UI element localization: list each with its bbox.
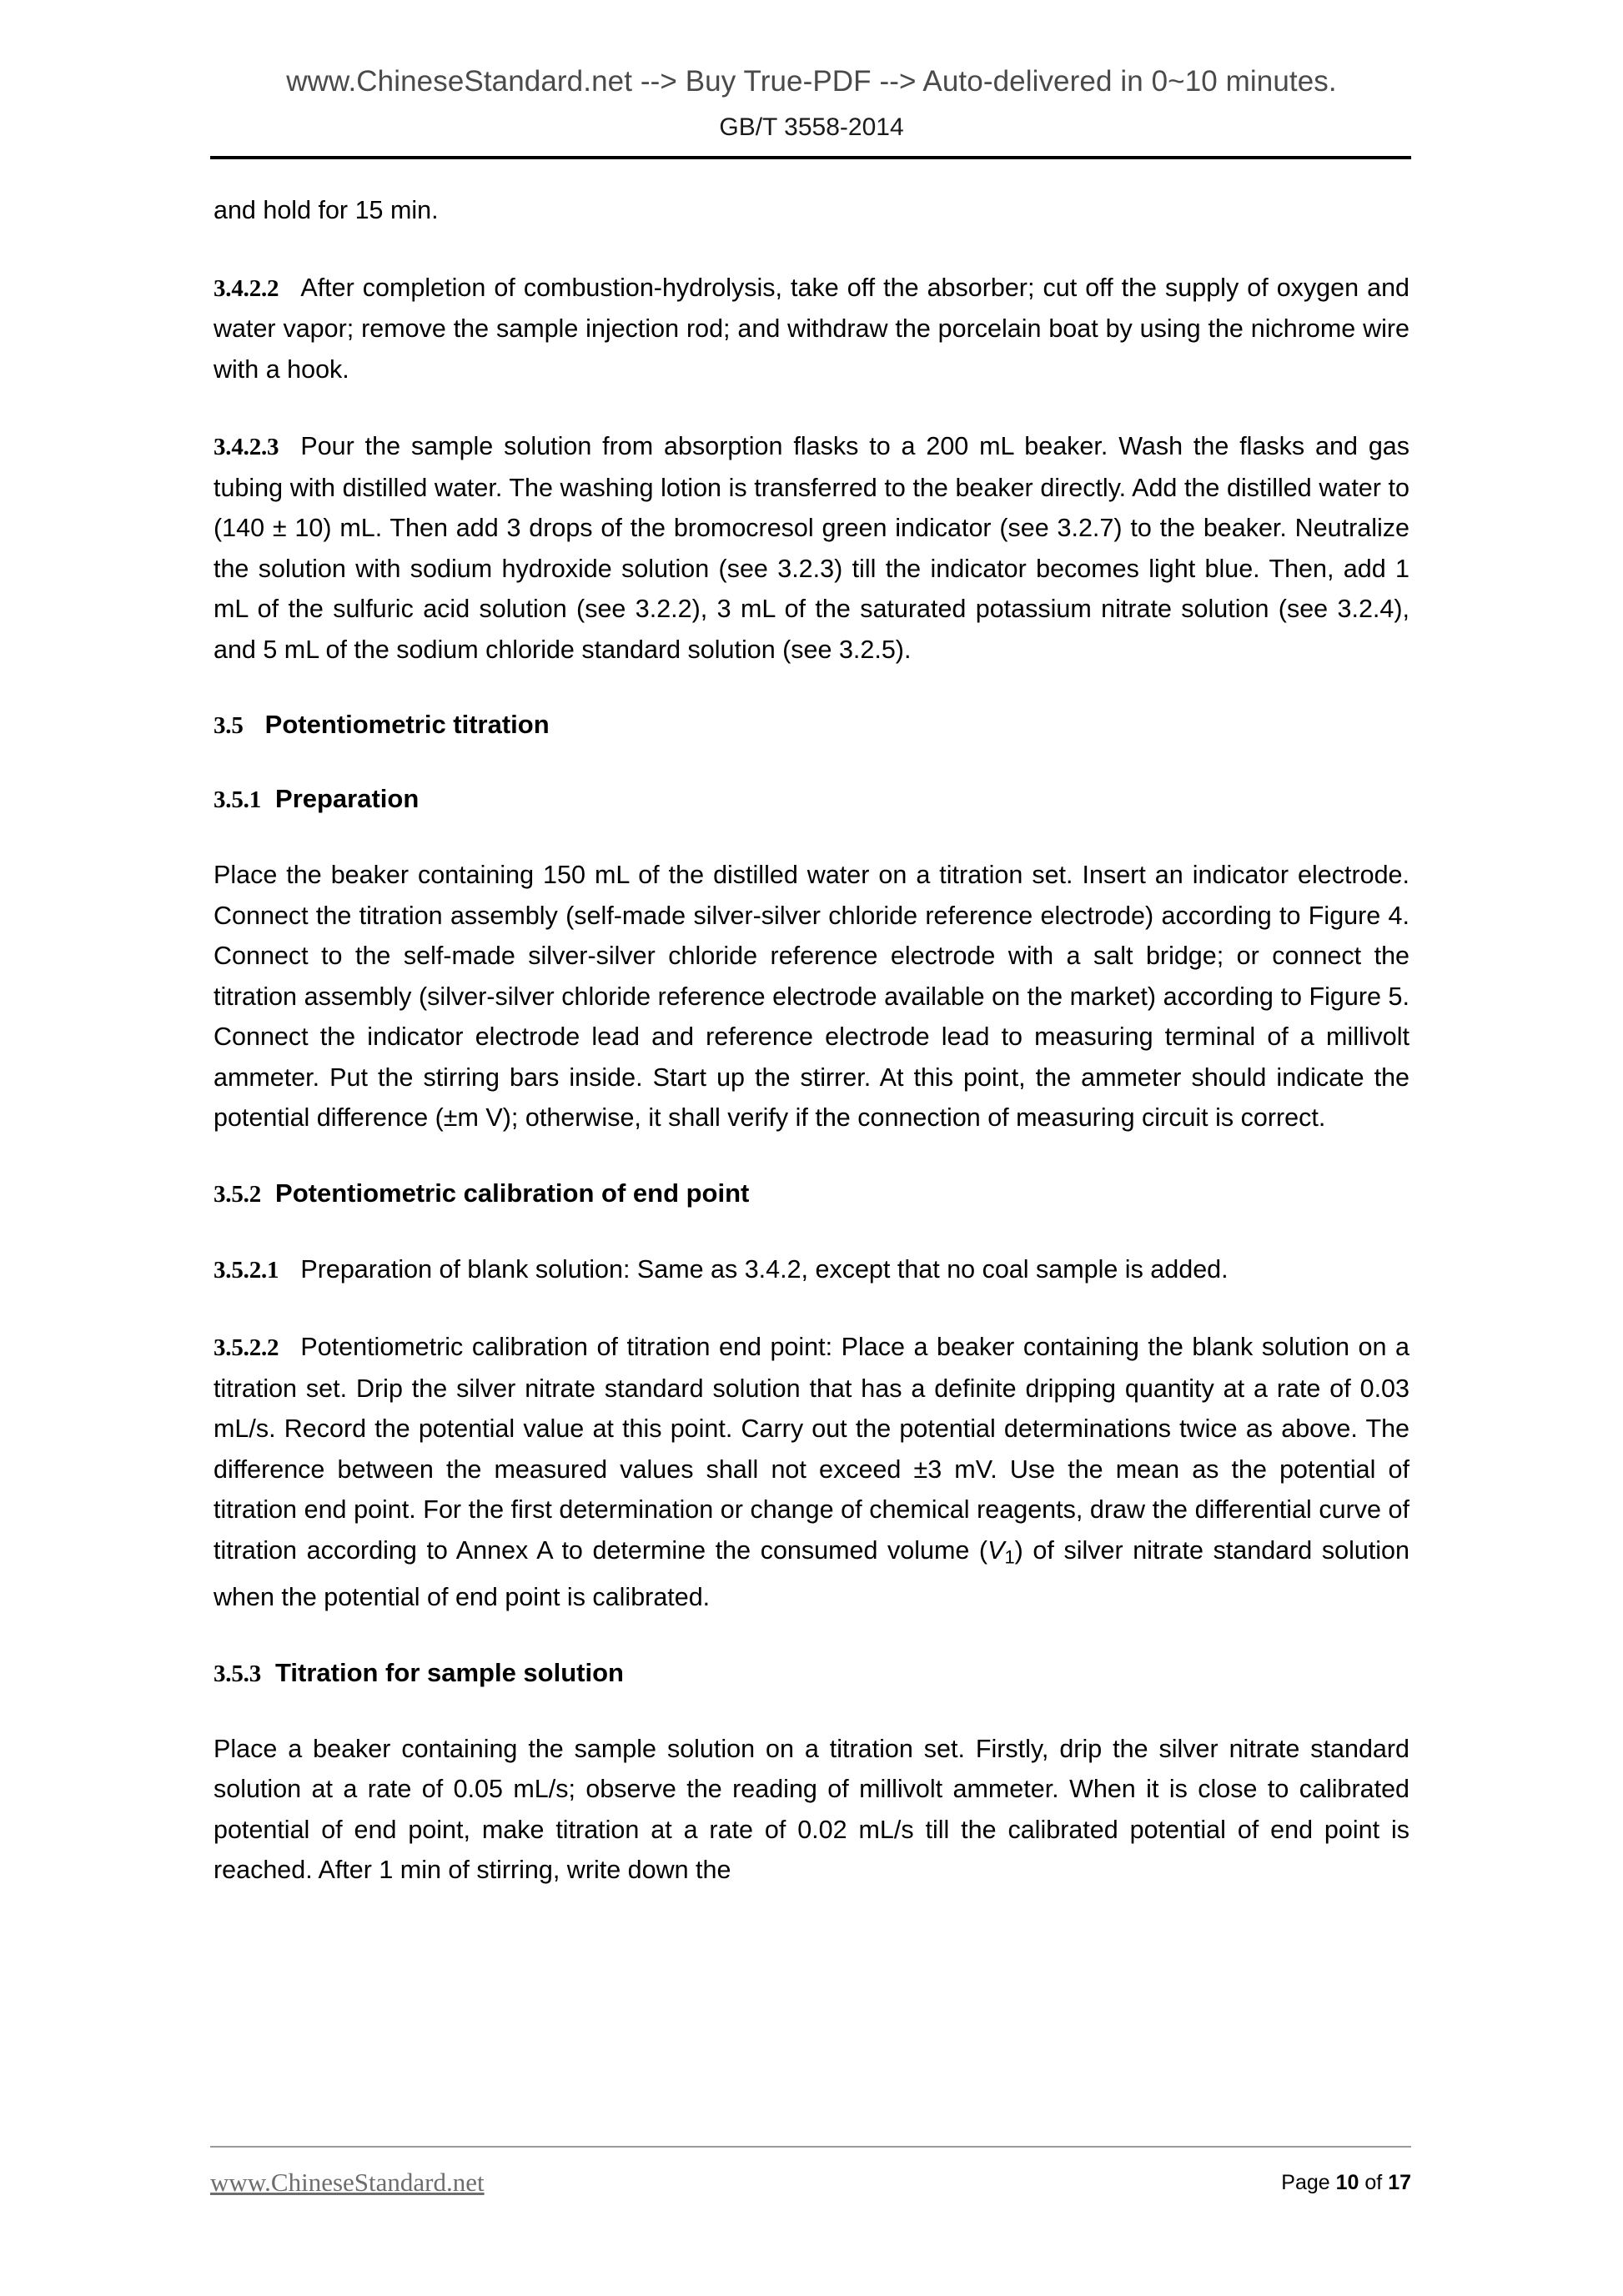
- clause-text-3-4-2-2: After completion of combustion-hydrolysis, take off the absorber; cut off the supply of oxygen and water vapor; remove the sample injection rod; and withdraw the porcelain boat by using the nichrome wire with a hook.: [214, 273, 1409, 384]
- page-header: [0, 0, 1623, 142]
- heading-number-3-5: 3.5: [214, 712, 244, 739]
- heading-3-5-2: [214, 1175, 1409, 1213]
- heading-number-3-5-1: 3.5.1: [214, 786, 262, 813]
- spacer: [214, 744, 1409, 781]
- heading-3-5-1: [214, 781, 1409, 818]
- spacer: [214, 231, 1409, 268]
- paragraph-3-5-1: Place the beaker containing 150 mL of the distilled water on a titration set. Insert an indicator electrode. Connect the titration assembly (self-made silver-silver chloride reference electrode) according to Figure 4. Connect to the self-made silver-silver chloride reference electrode with a salt bridge; or connect the titration assembly (silver-silver chloride reference electrode available on the market) according to Figure 5. Connect the indicator electrode lead and reference electrode lead to measuring terminal of a millivolt ammeter. Put the stirring bars inside. Start up the stirrer. At this point, the ammeter should indicate the potential difference (±m V); otherwise, it shall verify if the connection of measuring circuit is correct.: [214, 861, 1409, 1132]
- heading-title-3-5-1: Preparation: [275, 784, 420, 813]
- page-indicator: [1281, 2171, 1411, 2195]
- clause-3-5-2-1: [214, 1249, 1409, 1291]
- clause-number-3-4-2-2: 3.4.2.2: [214, 274, 279, 302]
- spacer: [214, 1213, 1409, 1249]
- footer-website-link[interactable]: www.ChineseStandard.net: [210, 2168, 485, 2197]
- continuation-text: and hold for 15 min.: [214, 196, 439, 224]
- spacer: [214, 1138, 1409, 1175]
- heading-title-3-5: Potentiometric titration: [264, 710, 550, 739]
- variable-subscript-1: 1: [1004, 1545, 1015, 1567]
- spacer: [214, 670, 1409, 706]
- page-prefix-label: Page: [1281, 2171, 1336, 2194]
- promo-banner-text: www.ChineseStandard.net --> Buy True-PDF --> Auto-delivered in 0~10 minutes.: [286, 65, 1337, 98]
- paragraph-3-5-3: Place a beaker containing the sample solution on a titration set. Firstly, drip the silver nitrate standard solution at a rate of 0.05 mL/s; observe the reading of millivolt ammeter. When it is close to calibrated potential of end point, make titration at a rate of 0.02 mL/s till the calibrated potential of end point is reached. After 1 min of stirring, write down the: [214, 1734, 1409, 1885]
- heading-number-3-5-2: 3.5.2: [214, 1180, 262, 1208]
- clause-number-3-5-2-1: 3.5.2.1: [214, 1256, 279, 1284]
- page-middle-label: of: [1359, 2171, 1389, 2194]
- heading-number-3-5-3: 3.5.3: [214, 1660, 262, 1687]
- heading-3-5: [214, 706, 1409, 744]
- clause-3-4-2-3: [214, 426, 1409, 670]
- clause-text-3-5-2-1: Preparation of blank solution: Same as 3.4.2, except that no coal sample is added.: [300, 1254, 1229, 1284]
- clause-3-4-2-2: [214, 268, 1409, 390]
- clause-number-3-4-2-3: 3.4.2.3: [214, 434, 279, 460]
- heading-title-3-5-3: Titration for sample solution: [275, 1657, 624, 1687]
- spacer: [214, 1692, 1409, 1729]
- spacer: [214, 818, 1409, 855]
- heading-3-5-3: [214, 1655, 1409, 1692]
- spacer: [214, 1618, 1409, 1655]
- footer-divider: [210, 2146, 1411, 2148]
- clause-text-3-5-2-2-before: Potentiometric calibration of titration end point: Place a beaker containing the blank solution on a titration set. Drip the silver nitrate standard solution that has a definite dripping quantity at a rate of 0.03 mL/s. Record the potential value at this point. Carry out the potential determinations twice as above. The difference between the measured values shall not exceed ±3 mV. Use the mean as the potential of titration end point. For the first determination or change of chemical reagents, draw the differential curve of titration according to Annex A to determine the consumed volume (: [214, 1333, 1409, 1565]
- variable-symbol-V: V: [987, 1535, 1005, 1565]
- page-footer: [210, 2146, 1411, 2209]
- standard-number: GB/T 3558-2014: [719, 113, 904, 141]
- spacer: [214, 1290, 1409, 1327]
- heading-title-3-5-2: Potentiometric calibration of end point: [275, 1178, 750, 1208]
- footer-row: [210, 2168, 1411, 2209]
- header-divider: [210, 156, 1411, 159]
- clause-number-3-5-2-2: 3.5.2.2: [214, 1334, 279, 1361]
- page-current-number: 10: [1335, 2171, 1359, 2194]
- clause-text-3-4-2-3: Pour the sample solution from absorption flasks to a 200 mL beaker. Wash the flasks and gas tubing with distilled water. The washing lotion is transferred to the beaker directly. Add the distilled water to (140 ± 10) mL. Then add 3 drops of the bromocresol green indicator (see 3.2.7) to the beaker. Neutralize the solution with sodium hydroxide solution (see 3.2.3) till the indicator becomes light blue. Then, add 1 mL of the sulfuric acid solution (see 3.2.2), 3 mL of the saturated potassium nitrate solution (see 3.2.4), and 5 mL of the sodium chloride standard solution (see 3.2.5).: [214, 432, 1409, 664]
- clause-3-5-2-2: [214, 1327, 1409, 1618]
- clause-text-3-5-2-2-after: ) of silver nitrate standard solution when the potential of end point is calibrated.: [214, 1535, 1409, 1612]
- page-total-number: 17: [1388, 2171, 1411, 2194]
- spacer: [214, 389, 1409, 426]
- document-body: [214, 190, 1409, 1891]
- paragraph-continuation: [214, 190, 1409, 231]
